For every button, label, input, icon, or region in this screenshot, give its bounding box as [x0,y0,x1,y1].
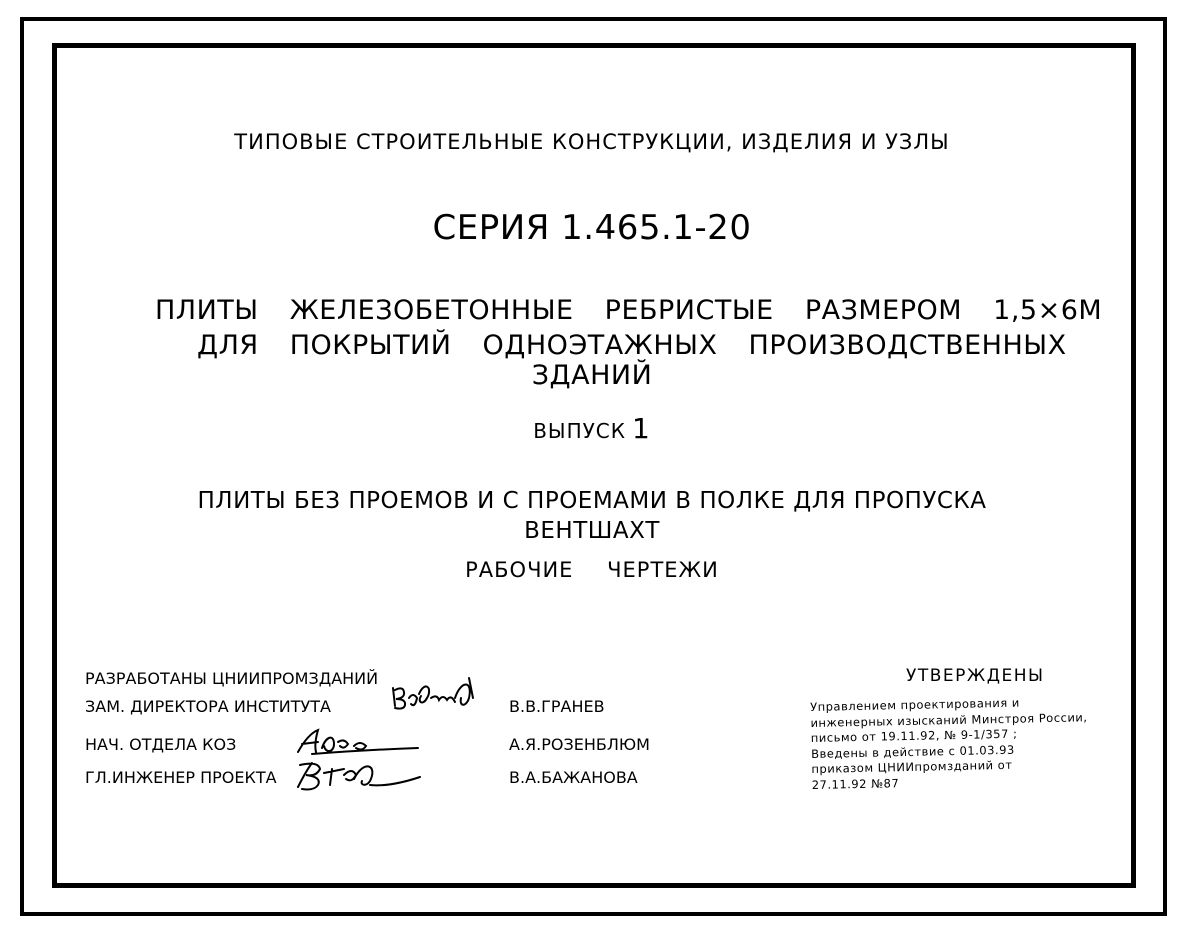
title-line-2: ДЛЯ ПОКРЫТИЙ ОДНОЭТАЖНЫХ ПРОИЗВОДСТВЕННЫХ [197,330,1067,361]
doc-type: РАБОЧИЕ ЧЕРТЕЖИ [465,558,719,582]
subtitle-line-1: ПЛИТЫ БЕЗ ПРОЕМОВ И С ПРОЕМАМИ В ПОЛКЕ ДЛЯ ПРОПУСКА [197,488,987,514]
approval-line: письмо от 19.11.92, № 9-1/357 ; [810,726,1018,745]
signatory-role: ЗАМ. ДИРЕКТОРА ИНСТИТУТА [85,697,331,716]
series-title: СЕРИЯ 1.465.1-20 [432,208,752,248]
approval-line: Управлением проектирования и [810,695,1020,714]
signatory-name: В.В.ГРАНЕВ [509,697,605,716]
approved-heading: УТВЕРЖДЕНЫ [906,666,1045,686]
approval-line: приказом ЦНИИпромзданий от [811,757,1013,776]
title-line-1: ПЛИТЫ ЖЕЛЕЗОБЕТОННЫЕ РЕБРИСТЫЕ РАЗМЕРОМ 1,5×6М [155,295,1103,326]
signatory-role: НАЧ. ОТДЕЛА КОЗ [85,735,237,754]
approval-line: инженерных изысканий Минстроя России, [810,709,1088,730]
approval-text [810,694,1112,793]
header-text: ТИПОВЫЕ СТРОИТЕЛЬНЫЕ КОНСТРУКЦИИ, ИЗДЕЛИЯ И УЗЛЫ [234,130,950,154]
issue-label: ВЫПУСК [533,419,626,443]
approval-line: 27.11.92 №87 [811,775,900,792]
title-line-3: ЗДАНИЙ [531,360,653,391]
subtitle-line-2: ВЕНТШАХТ [524,518,660,544]
signature-1 [385,668,495,718]
signatory-name: А.Я.РОЗЕНБЛЮМ [509,735,650,754]
signature-3 [292,755,427,795]
developed-by: РАЗРАБОТАНЫ ЦНИИПРОМЗДАНИЙ [85,669,379,688]
signatory-name: В.А.БАЖАНОВА [509,768,638,787]
issue [0,412,1184,445]
approval-line: Введены в действие с 01.03.93 [810,742,1015,761]
signatory-role: ГЛ.ИНЖЕНЕР ПРОЕКТА [85,768,277,787]
issue-number: 1 [631,412,651,445]
